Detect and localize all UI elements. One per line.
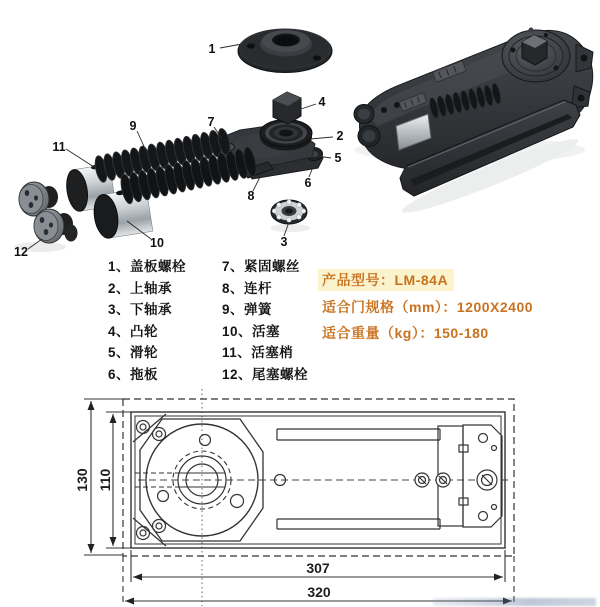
dim-width-outer: 320 <box>307 584 331 600</box>
assembled-unit-illustration <box>350 8 600 223</box>
product-specs <box>318 269 533 349</box>
callout-7: 7 <box>207 114 215 129</box>
spec-door-size: 适合门规格（mm）：1200X2400 <box>322 299 534 315</box>
assembled-view-photo <box>350 8 600 223</box>
callout-2: 2 <box>336 128 344 143</box>
part-item-11: 11、活塞梢 <box>222 345 294 361</box>
adjustment-screws <box>415 470 497 490</box>
part-item-12: 12、尾塞螺栓 <box>222 366 309 382</box>
upper-bearing-part <box>260 120 312 151</box>
parts-list-left-column <box>108 256 208 386</box>
callout-11: 11 <box>52 139 66 154</box>
dim-height-inner: 110 <box>97 468 113 492</box>
callout-1: 1 <box>208 41 216 56</box>
exploded-view-illustration <box>0 0 355 258</box>
dim-width-inner: 307 <box>306 560 330 576</box>
part-item-3: 3、下轴承 <box>108 302 173 318</box>
exploded-view-photo <box>0 0 355 258</box>
spec-model: 产品型号：LM-84A <box>318 269 454 291</box>
callout-8: 8 <box>247 188 255 203</box>
callout-3: 3 <box>280 234 288 249</box>
lower-bearing-part <box>270 200 310 232</box>
part-item-7: 7、紧固螺丝 <box>222 259 301 274</box>
part-item-4: 4、凸轮 <box>108 323 159 339</box>
callout-5: 5 <box>334 150 342 165</box>
callout-9: 9 <box>129 118 137 133</box>
part-item-5: 5、滑轮 <box>108 345 159 361</box>
dimension-drawing-svg <box>55 388 600 607</box>
part-item-8: 8、连杆 <box>222 280 273 296</box>
part-item-9: 9、弹簧 <box>222 302 273 318</box>
callout-12: 12 <box>14 244 28 259</box>
watermark-smudge <box>433 598 596 606</box>
part-item-1: 1、盖板螺栓 <box>108 259 187 274</box>
cam-part <box>273 92 301 124</box>
dimension-drawing <box>55 388 600 607</box>
part-item-2: 2、上轴承 <box>108 280 173 296</box>
parts-list <box>108 256 340 386</box>
spec-weight: 适合重量（kg）：150-180 <box>322 325 489 341</box>
callout-10: 10 <box>150 235 164 250</box>
callout-4: 4 <box>318 94 326 109</box>
part-item-6: 6、拖板 <box>108 366 159 382</box>
cover-plate-bolt-part <box>238 29 332 73</box>
callout-6: 6 <box>304 175 312 190</box>
part-item-10: 10、活塞 <box>222 323 281 339</box>
dim-height-outer: 130 <box>74 468 90 492</box>
